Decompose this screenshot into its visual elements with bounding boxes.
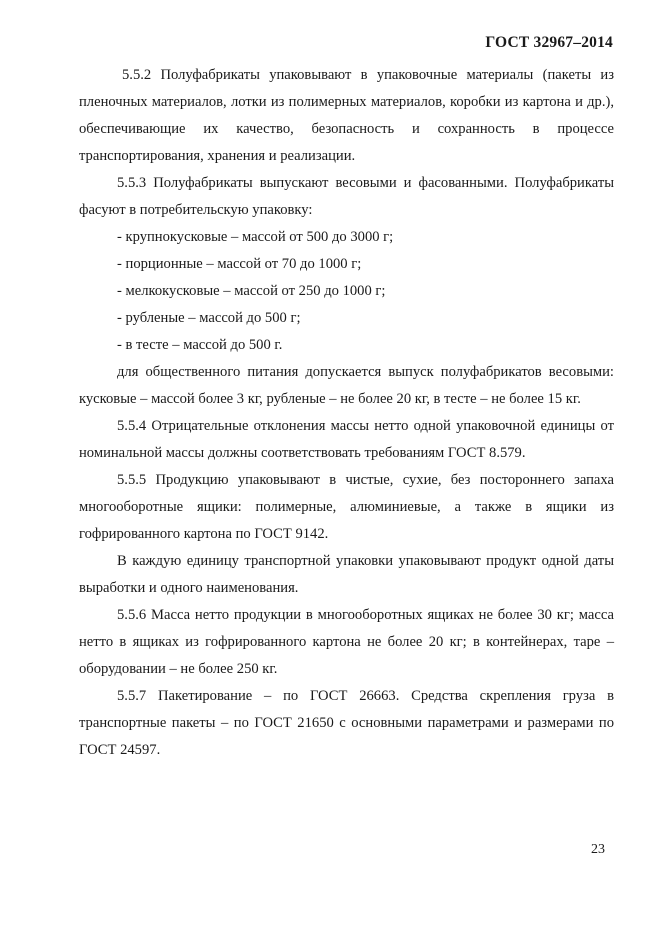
paragraph-transport-package: В каждую единицу транспортной упаковки упаковывают продукт одной даты выработки и одного наименования. bbox=[79, 553, 614, 596]
list-item: - в тесте – массой до 500 г. bbox=[117, 337, 283, 353]
paragraph-5-5-6: 5.5.6 Масса нетто продукции в многооборотных ящиках не более 30 кг; масса нетто в ящиках из гофрированного картона не более 20 кг; в контейнерах, таре – оборудовании – не более 250 кг. bbox=[79, 607, 614, 677]
standard-header: ГОСТ 32967–2014 bbox=[485, 34, 613, 51]
list-item: - крупнокусковые – массой от 500 до 3000 г; bbox=[117, 229, 394, 245]
list-item: - порционные – массой от 70 до 1000 г; bbox=[117, 256, 362, 272]
page-number: 23 bbox=[591, 842, 605, 857]
paragraph-catering-note: для общественного питания допускается выпуск полуфабрикатов весовыми: кусковые – массой более 3 кг, рубленые – не более 20 кг, в тесте – не более 15 кг. bbox=[79, 364, 614, 407]
paragraph-5-5-4: 5.5.4 Отрицательные отклонения массы нетто одной упаковочной единицы от номинальной массы должны соответствовать требованиям ГОСТ 8.579. bbox=[79, 418, 614, 461]
paragraph-5-5-5: 5.5.5 Продукцию упаковывают в чистые, сухие, без постороннего запаха многооборотные ящики: полимерные, алюминиевые, а также в ящики из гофрированного картона по ГОСТ 9142. bbox=[79, 472, 614, 542]
list-item: - мелкокусковые – массой от 250 до 1000 г; bbox=[117, 283, 386, 299]
list-item: - рубленые – массой до 500 г; bbox=[117, 310, 301, 326]
paragraph-5-5-2: 5.5.2 Полуфабрикаты упаковывают в упаковочные материалы (пакеты из пленочных материалов, лотки из полимерных материалов, коробки из картона и др.), обеспечивающие их качество, безопасность и сохранность в процессе транспортирования, хранения и реализации. bbox=[79, 67, 614, 164]
paragraph-5-5-3: 5.5.3 Полуфабрикаты выпускают весовыми и фасованными. Полуфабрикаты фасуют в потребительскую упаковку: bbox=[79, 175, 614, 218]
document-body bbox=[79, 62, 614, 764]
paragraph-5-5-7: 5.5.7 Пакетирование – по ГОСТ 26663. Средства скрепления груза в транспортные пакеты – по ГОСТ 21650 с основными параметрами и размерами по ГОСТ 24597. bbox=[79, 688, 614, 758]
